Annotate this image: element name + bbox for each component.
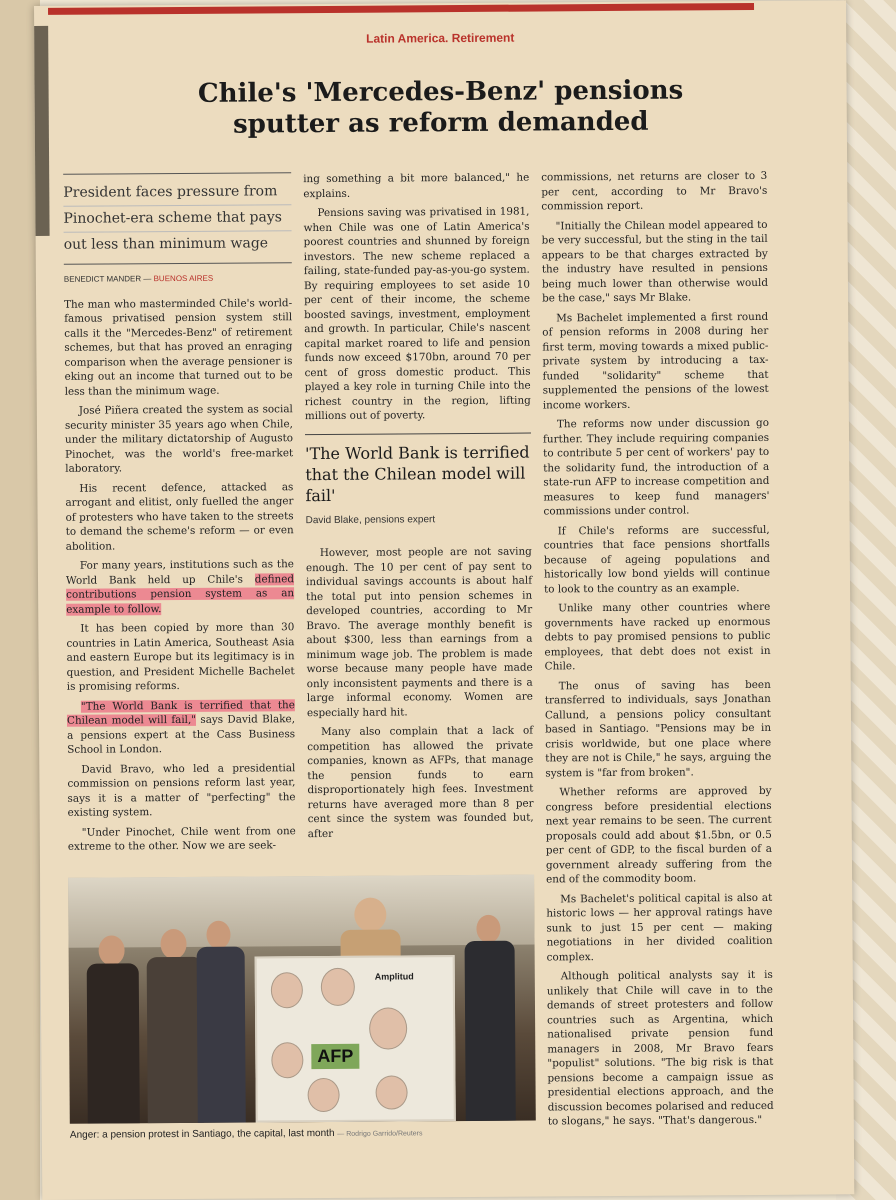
paragraph: ing something a bit more balanced," he explains. [303, 171, 530, 200]
paragraph-text: For many years, institutions such as the World Bank held up Chile's [65, 558, 294, 587]
paragraph: Many also complain that a lack of competition has allowed the private companies, known as AFPs, that manage the pension funds to earn disproportionately high fees. Investment returns have averaged more than 8 per cent since the system was founded but, after [307, 724, 534, 840]
paragraph: Unlike many other countries where governments have racked up enormous debts to pay promised pensions to public employees, that debt does not exist in Chile. [544, 600, 771, 673]
paragraph: The reforms now under discussion go further. They include requiring companies to contribute 5 per cent of workers' pay to the solidarity fund, the introduction of a state-run AFP to increase competition and measures to keep fund managers' commissions under control. [542, 416, 770, 518]
protester-body [465, 941, 516, 1121]
paragraph: However, most people are not saving enough. The 10 per cent of pay sent to individual savings accounts is about half the total put into pension schemes in developed countries, according to Mr Bravo. The average monthly benefit is about $300, less than earnings from a minimum wage job. The problem is made worse because many people have made only inconsistent payments and there is a large informal economy. Women are especially hard hit. [305, 545, 533, 719]
paragraph: "Under Pinochet, Chile went from one extreme to the other. Now we are seek- [67, 824, 296, 853]
sign-face [271, 972, 303, 1008]
protest-photo [68, 875, 536, 1124]
sign-face [307, 1078, 339, 1112]
byline-author: BENEDICT MANDER [63, 274, 142, 284]
pull-quote [305, 432, 532, 528]
photo-credit: — Rodrigo Garrido/Reuters [337, 1130, 423, 1138]
protester-body [197, 947, 246, 1123]
protester-head [354, 898, 386, 932]
sign-face [321, 968, 355, 1006]
background-left [0, 0, 40, 1200]
pull-quote-attribution: David Blake, pensions expert [305, 513, 436, 526]
protester-body [87, 963, 140, 1123]
sign-face [375, 1075, 407, 1109]
paragraph [66, 557, 294, 617]
protest-sign [255, 955, 456, 1122]
red-rule [48, 3, 754, 15]
paragraph: "Initially the Chilean model appeared to be very successful, but the sting in the tail appears to be that charges extracted by the industry have resulted in pensions being much lower than otherwise would be the case," says Mr Blake. [541, 218, 768, 305]
paragraph: Although political analysts say it is unlikely that Chile will cave in to the demands of street protesters and follow countries such as Argentina, which nationalised private pension fund managers in 2008, Mr Bravo fears "populist" solutions. "The big risk is that pensions become a campaign issue as presidential elections approach, and the discussion becomes polarised and reduced to slogans," he says. "That's dangerous." [546, 968, 774, 1128]
standfirst-line: President faces pressure from [63, 179, 291, 207]
paragraph: Pensions saving was privatised in 1981, when Chile was one of Latin America's poorest countries and shunned by foreign investors. The new scheme replaced a failing, state-funded pay-as-you-go system. By requiring employees to set aside 10 per cent of their income, the scheme boosted savings, investment, employment and growth. In particular, Chile's nascent capital market roared to life and pension funds now exceed $170bn, around 70 per cent of gross domestic product. This played a key role in turning Chile into the richest country in the region, lifting millions out of poverty. [303, 205, 531, 423]
standfirst-line: Pinochet-era scheme that pays [63, 205, 291, 233]
byline-location: BUENOS AIRES [153, 273, 214, 284]
sign-text-afp: AFP [311, 1044, 359, 1069]
paragraph: His recent defence, attacked as arrogant and elitist, only fuelled the anger of protesters who have taken to the streets to demand the scheme's reform — or even abolition. [65, 480, 294, 553]
protester-head [98, 935, 124, 965]
paragraph: Ms Bachelet implemented a first round of pension reforms in 2008 during her first term, moving towards a mixed public-private system by introducing a tax-funded "solidarity" scheme that supplemented the pensions of the lowest income workers. [542, 310, 769, 411]
photo-sky [68, 875, 534, 948]
page-edge-shadow [34, 26, 49, 236]
sign-face [271, 1042, 303, 1078]
sign-text-small: Amplitud [374, 971, 414, 982]
paragraph: The man who masterminded Chile's world-famous privatised pension system still calls it the "Mercedes-Benz" of retirement schemes, but that has proved an enraging comparison when the average pensioner is eking out an income that turned out to be less than the minimum wage. [64, 296, 293, 398]
section-kicker: Latin America. Retirement [366, 30, 515, 46]
headline-line-1: Chile's 'Mercedes-Benz' pensions [197, 75, 684, 109]
column-2 [303, 171, 534, 847]
column-1 [63, 172, 296, 859]
protester-body [147, 957, 204, 1123]
caption-text: Anger: a pension protest in Santiago, the capital, last month [69, 1127, 335, 1141]
paragraph: Whether reforms are approved by congress before presidential elections next year remains to be seen. The current proposals could add about $1.5bn, or 0.5 per cent of GDP, to the fiscal burden of a government already suffering from the end of the commodity boom. [545, 784, 773, 886]
paragraph-text: says David Blake, a pensions expert at the Cass Business School in London. [67, 713, 296, 756]
standfirst-line: out less than minimum wage [63, 235, 269, 253]
paragraph: Ms Bachelet's political capital is also at historic lows — her approval ratings have sunk to just 15 per cent — making negotiations in her divided coalition complex. [546, 891, 773, 963]
protester-head [476, 915, 500, 943]
photo-caption [70, 1127, 536, 1141]
paragraph: The onus of saving has been transferred to individuals, says Jonathan Callund, a pensions policy consultant based in Santiago. "Pensions may be in crisis worldwide, but one place where they are not is Chile," he says, arguing the system is "far from broken". [544, 678, 772, 779]
highlighted-quote: "The World Bank is terrified that the Chilean model will fail," [66, 698, 295, 727]
protester-head [206, 921, 230, 949]
headline [95, 75, 787, 142]
highlighted-text: defined contributions pension system as an example to follow. [66, 572, 295, 616]
paragraph: If Chile's reforms are successful, countries that face pensions shortfalls because of ageing populations and historically low bond yields will continue to look to the country as an example. [543, 523, 771, 595]
newspaper-page [34, 0, 854, 1200]
byline: BENEDICT MANDER — BUENOS AIRES [63, 273, 214, 284]
headline-line-2: sputter as reform demanded [232, 106, 649, 140]
sign-face [369, 1007, 407, 1049]
protester-head [160, 929, 186, 959]
paragraph: David Bravo, who led a presidential commission on pensions reform last year, says it is a matter of "perfecting" the existing system. [67, 761, 296, 819]
paragraph: It has been copied by more than 30 countries in Latin America, Southeast Asia and eastern Europe but its legitimacy is in question, and President Michelle Bachelet is promising reforms. [66, 621, 295, 693]
paragraph: José Piñera created the system as social security minister 35 years ago when Chile, under the military dictatorship of Augusto Pinochet, was the world's free-market laboratory. [64, 403, 294, 475]
standfirst [63, 172, 292, 265]
paragraph: commissions, net returns are closer to 3 per cent, according to Mr Bravo's commission report. [541, 169, 768, 213]
pull-quote-text: 'The World Bank is terrified that the Chilean model will fail' [305, 442, 530, 505]
column-3 [541, 169, 774, 1134]
paragraph [67, 698, 295, 758]
